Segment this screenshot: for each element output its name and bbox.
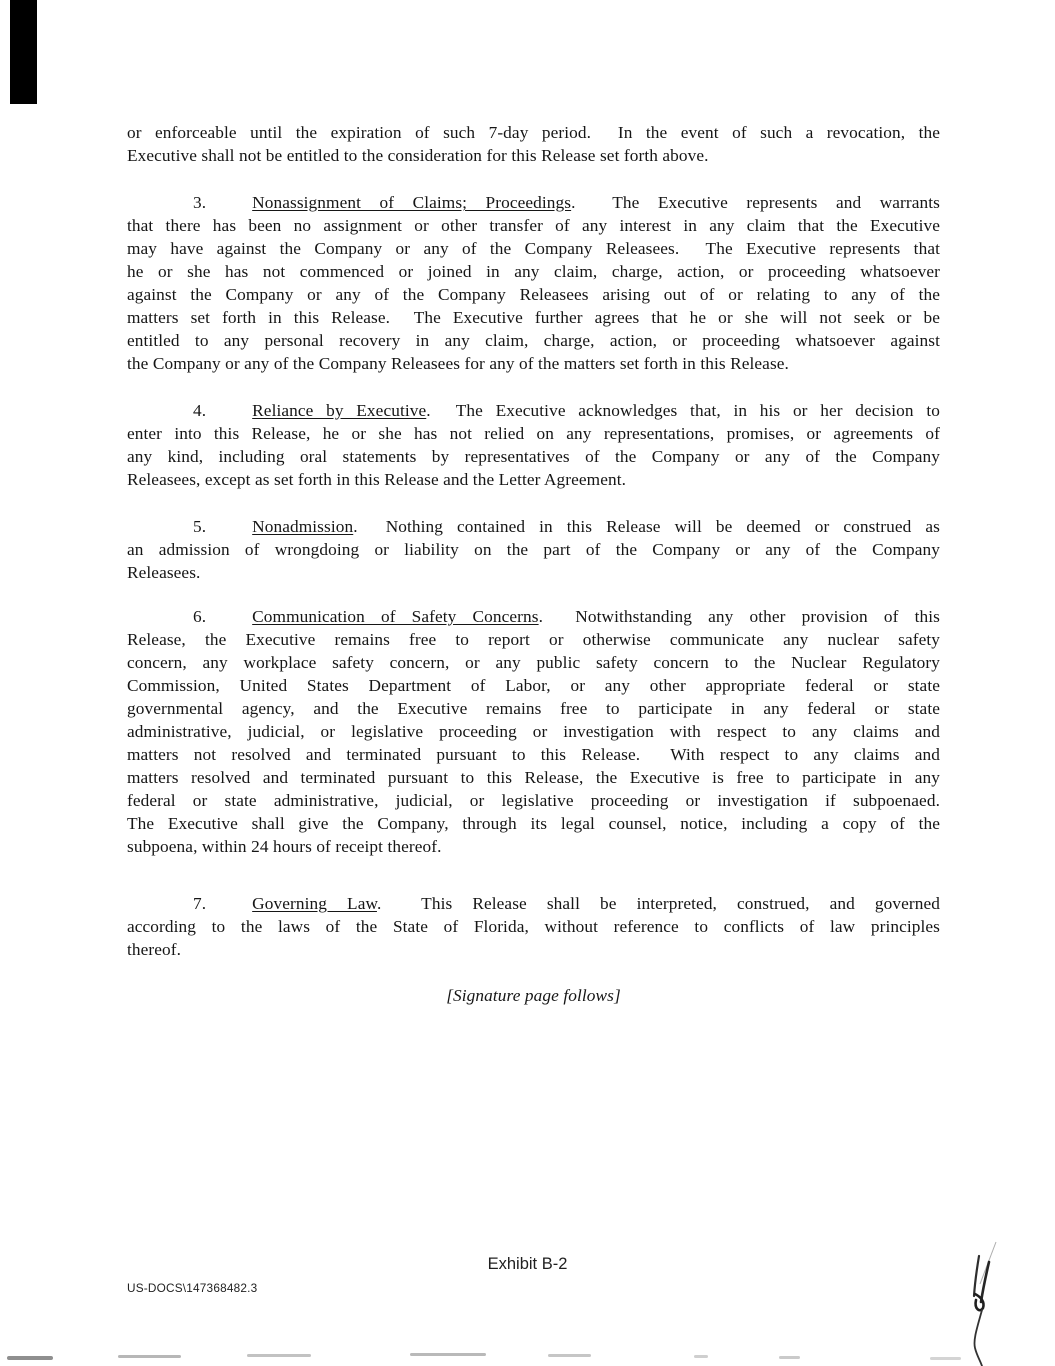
section-4-paragraph bbox=[127, 399, 940, 491]
text-line: federal or state administrative, judicial, or legislative proceeding or investigation if subpoenaed. bbox=[127, 791, 940, 810]
section-number: 7. bbox=[193, 894, 207, 913]
text-line bbox=[127, 605, 940, 628]
line-text: This Release shall be interpreted, construed, and governed bbox=[421, 894, 941, 913]
text-line: The Executive shall give the Company, through its legal counsel, notice, including a copy of the bbox=[127, 814, 940, 833]
scan-smudge bbox=[410, 1353, 486, 1356]
text-line: an admission of wrongdoing or liability on the part of the Company or any of the Company bbox=[127, 540, 940, 559]
section-7-paragraph bbox=[127, 892, 940, 961]
section-5-paragraph bbox=[127, 515, 940, 584]
scan-smudge bbox=[7, 1356, 53, 1360]
continuation-paragraph bbox=[127, 121, 940, 167]
text-line: Executive shall not be entitled to the consideration for this Release set forth above. bbox=[127, 146, 709, 165]
section-number: 3. bbox=[193, 193, 207, 212]
text-line: against the Company or any of the Company Releasees arising out of or relating to any of the bbox=[127, 285, 940, 304]
text-line: Commission, United States Department of Labor, or any other appropriate federal or state bbox=[127, 676, 940, 695]
line-text: Notwithstanding any other provision of this bbox=[575, 607, 940, 626]
text-line: matters set forth in this Release. The Executive further agrees that he or she will not seek or be bbox=[127, 308, 940, 327]
section-heading: Communication of Safety Concerns bbox=[252, 607, 539, 626]
text-line: matters resolved and terminated pursuant to this Release, the Executive is free to participate in any bbox=[127, 768, 940, 787]
text-line: matters not resolved and terminated pursuant to this Release. With respect to any claims and bbox=[127, 745, 940, 764]
text-line bbox=[127, 191, 940, 214]
signature-page-note: [Signature page follows] bbox=[446, 986, 621, 1005]
heading-period: . bbox=[376, 894, 402, 913]
text-line: any kind, including oral statements by representatives of the Company or any of the Company bbox=[127, 447, 940, 466]
scan-smudge bbox=[694, 1355, 708, 1358]
text-line bbox=[127, 515, 940, 538]
scanner-edge-artifact bbox=[10, 0, 37, 104]
section-number: 4. bbox=[193, 401, 207, 420]
text-line: enter into this Release, he or she has not relied on any representations, promises, or agreements of bbox=[127, 424, 940, 443]
text-line: the Company or any of the Company Releasees for any of the matters set forth in this Release. bbox=[127, 354, 789, 373]
line-text: The Executive represents and warrants bbox=[612, 193, 940, 212]
scan-smudge bbox=[548, 1354, 591, 1357]
scan-smudge bbox=[930, 1357, 961, 1360]
heading-period: . bbox=[426, 401, 444, 420]
text-line: administrative, judicial, or legislative proceeding or investigation with respect to any claims and bbox=[127, 722, 940, 741]
section-3-paragraph bbox=[127, 191, 940, 375]
text-line: thereof. bbox=[127, 940, 182, 959]
scan-smudge bbox=[247, 1354, 311, 1357]
document-id: US-DOCS\147368482.3 bbox=[127, 1281, 258, 1295]
heading-period: . bbox=[538, 607, 560, 626]
text-line bbox=[127, 399, 940, 422]
text-line: Releasees, except as set forth in this Release and the Letter Agreement. bbox=[127, 470, 627, 489]
line-text: Nothing contained in this Release will be deemed or construed as bbox=[385, 517, 941, 536]
text-line: Releasees. bbox=[127, 563, 201, 582]
section-number: 5. bbox=[193, 517, 207, 536]
text-line: may have against the Company or any of the Company Releasees. The Executive represents that bbox=[127, 239, 940, 258]
document-body bbox=[127, 121, 940, 1007]
scan-smudge bbox=[118, 1355, 181, 1358]
text-line: governmental agency, and the Executive remains free to participate in any federal or state bbox=[127, 699, 940, 718]
section-heading: Nonadmission bbox=[252, 517, 354, 536]
section-heading: Nonassignment of Claims; Proceedings bbox=[252, 193, 572, 212]
text-line: according to the laws of the State of Florida, without reference to conflicts of law principles bbox=[127, 917, 940, 936]
text-line bbox=[127, 892, 940, 915]
text-line: or enforceable until the expiration of such 7-day period. In the event of such a revocation, the bbox=[127, 123, 940, 142]
scan-smudge bbox=[779, 1356, 800, 1359]
pen-scribble-mark bbox=[952, 1236, 1022, 1366]
exhibit-label: Exhibit B-2 bbox=[487, 1255, 568, 1273]
line-text: The Executive acknowledges that, in his or her decision to bbox=[455, 401, 940, 420]
text-line: Release, the Executive remains free to report or otherwise communicate any nuclear safety bbox=[127, 630, 940, 649]
section-number: 6. bbox=[193, 607, 207, 626]
text-line: he or she has not commenced or joined in any claim, charge, action, or proceeding whatsoever bbox=[127, 262, 940, 281]
section-heading: Reliance by Executive bbox=[252, 401, 427, 420]
heading-period: . bbox=[571, 193, 595, 212]
heading-period: . bbox=[353, 517, 372, 536]
section-6-paragraph bbox=[127, 605, 940, 858]
text-line: that there has been no assignment or other transfer of any interest in any claim that the Executive bbox=[127, 216, 940, 235]
text-line: subpoena, within 24 hours of receipt thereof. bbox=[127, 837, 442, 856]
text-line: entitled to any personal recovery in any claim, charge, action, or proceeding whatsoever against bbox=[127, 331, 940, 350]
text-line: concern, any workplace safety concern, or any public safety concern to the Nuclear Regulatory bbox=[127, 653, 940, 672]
section-heading: Governing Law bbox=[252, 894, 377, 913]
